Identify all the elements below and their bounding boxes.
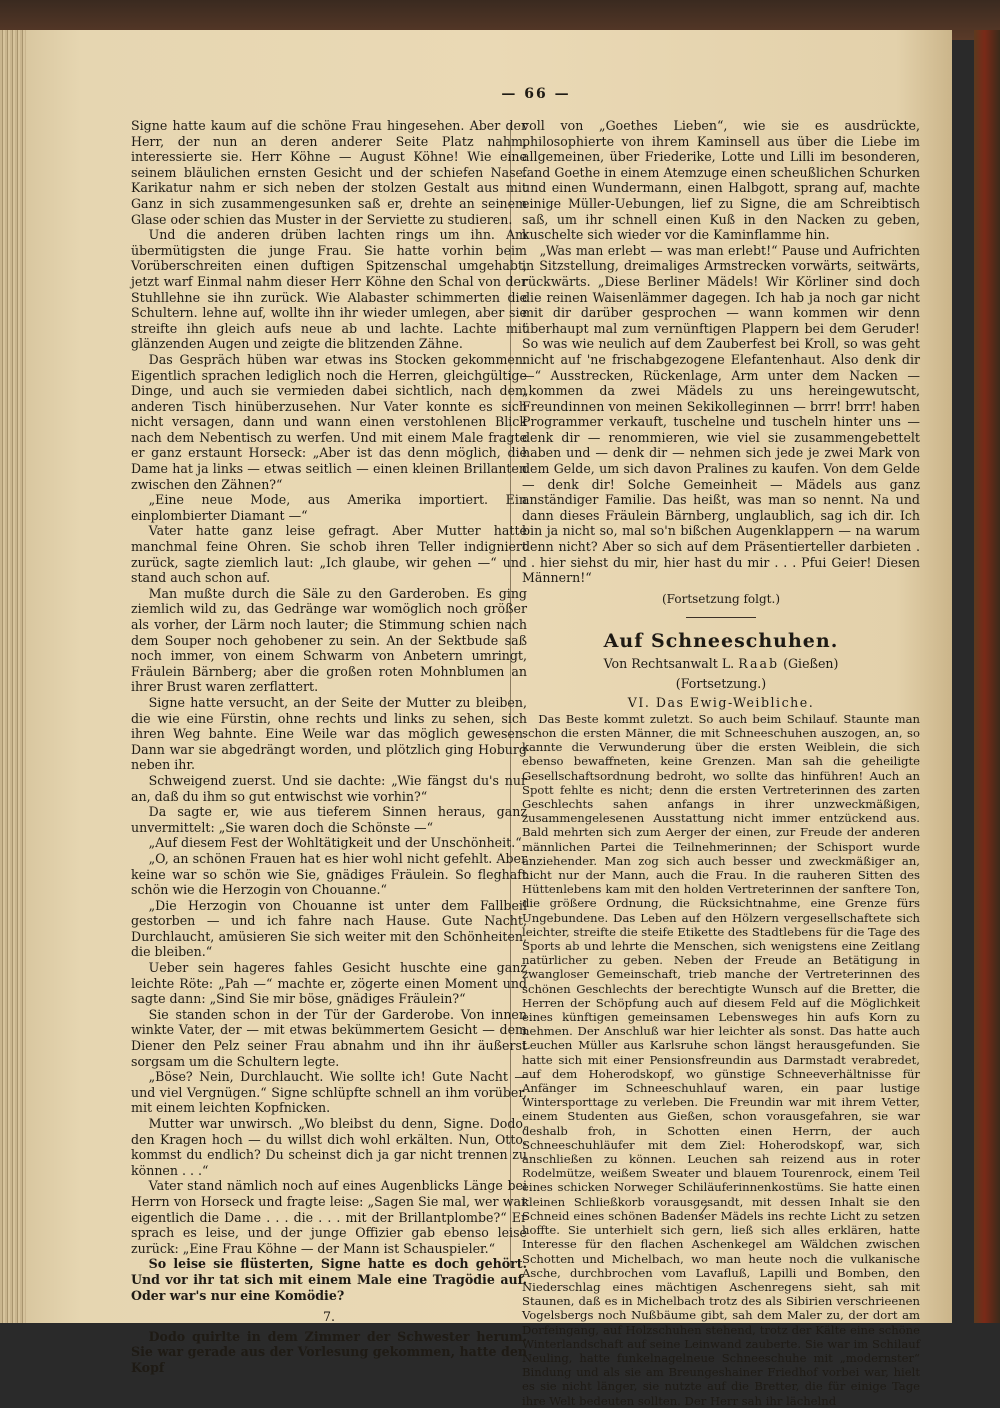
chapter-paragraph: Dodo quirlte in dem Zimmer der Schwester herum. Sie war gerade aus der Vorlesung gekommen, hatte den Kopf: [131, 1328, 527, 1375]
continued-note: (Fortsetzung folgt.): [662, 591, 780, 606]
paragraph: Ueber sein hageres fahles Gesicht huschte eine ganz leichte Röte: „Pah —“ machte er, zögerte einen Moment und sagte dann: „Sind Sie mir böse, gnädiges Fräulein?“: [131, 960, 527, 1007]
byline-prefix: Von Rechtsanwalt L.: [603, 656, 735, 671]
article-title: Auf Schneeschuhen.: [603, 630, 839, 653]
article-byline: [522, 656, 920, 672]
page-stack-left: [0, 30, 26, 1323]
paragraph: „Auf diesem Fest der Wohltätigkeit und der Unschönheit.“: [148, 835, 522, 851]
right-column: [522, 118, 920, 1408]
paragraph: Signe hatte versucht, an der Seite der Mutter zu bleiben, die wie eine Fürstin, ohne rechts und links zu sehen, sich ihren Weg bahnte. Eine Weile war das möglich gewesen. Dann war sie abgedrängt worden, und plötzlich ging Hoburg neben ihr.: [131, 694, 527, 773]
paragraph: Signe hatte kaum auf die schöne Frau hingesehen. Aber der Herr, der nun an deren anderer Seite Platz nahm, interessierte sie. Herr Köhne — August Köhne! Wie eine seinem bläulichen ernsten Gesicht und der schiefen Nase. Karikatur nahm er sich neben der stolzen Gestalt aus mit Ganz in sich zusammengesunken saß er, drehte an seinem Glase oder schien das Muster in der Serviette zu studieren.: [131, 118, 527, 227]
article-body: Das Beste kommt zuletzt. So auch beim Schilauf. Staunte man schon die ersten Männer, die mit Schneeschuhen auszogen, an, so kannte die Verwunderung über die ersten Weiblein, die sich ebenso bewaffneten, keine Grenzen. Man sah die geheiligte Gesellschaftsordnung bedroht, wo sollte das hinführen! Auch an Spott fehlte es nicht; denn die ersten Vertreterinnen des zarten Geschlechts sahen anfangs in ihrer unzweckmäßigen, zusammengelesenen Ausstattung nicht immer entzückend aus. Bald mehrten sich zum Aerger der einen, zur Freude der anderen männlichen Partei die Teilnehmerinnen; der Schisport wurde anziehender. Man zog sich auch besser und zweckmäßiger an, nicht nur der Mann, auch die Frau. In die rauheren Sitten des Hüttenlebens kam mit den holden Vertreterinnen der sanftere Ton, die größere Ordnung, die Rücksichtnahme, eine Grenze fürs Ungebundene. Das Leben auf den Hölzern vergesellschaftete sich leichter, streifte die steife Etikette des Stadtlebens für die Tage des Sports ab und lehrte die Menschen, sich wenigstens eine Zeitlang natürlicher zu geben. Neben der Freude an Betätigung in zwangloser Gemeinschaft, trieb manche der Vertreterinnen des schönen Geschlechts der berechtigte Wunsch auf die Bretter, die Herren der Schöpfung auch auf diesem Feld auf die Möglichkeit eines künftigen gemeinsamen Lebensweges hin aufs Korn zu nehmen. Der Anschluß war hier leichter als sonst. Das hatte auch Leuchen Müller aus Karlsruhe schon längst herausgefunden. Sie hatte sich mit einer Pensionsfreundin aus Darmstadt verabredet, auf dem Hoherodskopf, wo günstige Schneeverhältnisse für Anfänger im Schneeschuhlauf waren, ein paar lustige Wintersporttage zu verleben. Die Freundin war mit ihrem Vetter, einem Studenten aus Gießen, schon vorausgefahren, sie war deshalb froh, in Schotten einen Herrn, der auch Schneeschuhläufer mit dem Ziel: Hoherodskopf, war, sich anschließen zu können. Leuchen sah reizend aus in roter Rodelmütze, weißem Sweater und blauem Tourenrock, einem Teil eines schicken Norweger Schiläuferinnenkostüms. Sie hatte einen kleinen Schließkorb vorausgesandt, mit dessen Inhalt sie den Schneid eines schönen Badenser Mädels ins rechte Licht zu setzen hoffte. Sie unterhielt sich gern, ließ sich alles erklären, hatte Interesse für den flachen Aschenkegel am Wäldchen zwischen Schotten und Michelbach, wo man heute noch die vulkanische Asche, durchbrochen vom Lavafluß, Lapilli und Bomben, den Niederschlag eines mächtigen Aschenregens sieht, sah mit Staunen, daß es in Michelbach trotz des als Sibirien verschrieenen Vogelsbergs noch Nußbäume gibt, sah dem Maler zu, der dort am Dorfeingang, auf Holzschuhen stehend, trotz der Kälte eine schöne Winterlandschaft auf seine Leinwand zauberte. Sie war im Schilauf Neuling, hatte funkelnagelneue Schneeschuhe mit „modernster“ Bindung und als sie am Breungeshainer Friedhof vorbei war, hielt es sie nicht länger, sie nutzte auf die Bretter, die für einige Tage ihre Welt bedeuten sollten. Der Herr sah ihr lächelnd: [522, 711, 920, 1408]
paragraph: Und die anderen drüben lachten rings um ihn. Am übermütigsten die junge Frau. Sie hatte vorhin beim Vorüberschreiten einen duftigen Spitzenschal umgehabt, jetzt warf Einmal nahm dieser Herr Köhne den Schal von der Stuhllehne sie ihn zurück. Wie Alabaster schimmerten die Schultern. lehne auf, wollte ihn ihr wieder umlegen, aber sie streifte ihn gleich aufs neue ab und lachte. Lachte mit glänzenden Augen und zeigte die blitzenden Zähne.: [131, 227, 527, 352]
paragraph: Sie standen schon in der Tür der Garderobe. Von innen winkte Vater, der — mit etwas bekümmertem Gesicht — dem Diener den Pelz seiner Frau abnahm und ihn ihr äußerst sorgsam um die Schultern legte.: [131, 1006, 527, 1069]
paragraph: Mutter war unwirsch. „Wo bleibst du denn, Signe. Dodo, den Kragen hoch — du willst dich wohl erkälten. Nun, Otto, kommst du endlich? Du scheinst dich ja gar nicht trennen zu können . . .“: [131, 1116, 527, 1178]
paragraph: Vater stand nämlich noch auf eines Augenblicks Länge bei Herrn von Horseck und fragte leise: „Sagen Sie mal, wer war eigentlich die Dame . . . die . . . mit der Brillantplombe?“ Er sprach es leise, und der junge Offizier gab ebenso leise zurück: „Eine Frau Köhne — der Mann ist Schauspieler.“: [131, 1178, 527, 1256]
section-divider: [686, 617, 756, 618]
paragraph: voll von „Goethes Lieben“, wie sie es ausdrückte, philosophierte von ihrem Kaminsell aus über die Liebe im allgemeinen, über Friederike, Lotte und Lilli im besonderen, fand Goethe in einem Atemzuge einen scheußlichen Schurken und einen Wundermann, einen Halbgott, sprang auf, machte einige Müller-Uebungen, lief zu Signe, die am Schreibtisch saß, um ihr schnell einen Kuß in den Nacken zu geben, kuschelte sich wieder vor die Kaminflamme hin.: [522, 118, 920, 243]
paragraph: „Böse? Nein, Durchlaucht. Wie sollte ich! Gute Nacht — und viel Vergnügen.“ Signe schlüpfte schnell an ihm vorüber, mit einem leichten Kopfnicken.: [131, 1069, 527, 1116]
chapter-number: 7.: [322, 1309, 336, 1325]
paragraph: „Die Herzogin von Chouanne ist unter dem Fallbeil gestorben — und ich fahre nach Hause. Gute Nacht, Durchlaucht, amüsieren Sie sich weiter mit den Schönheiten, die bleiben.“: [131, 897, 527, 960]
paragraph: Vater hatte ganz leise gefragt. Aber Mutter hatte manchmal feine Ohren. Sie schob ihren Teller indigniert zurück, sagte ziemlich laut: „Ich glaube, wir gehen —“ und stand auch schon auf.: [131, 523, 527, 586]
paragraph: Schweigend zuerst. Und sie dachte: „Wie fängst du's nur an, daß du ihm so gut entwischst wie vorhin?“: [131, 772, 527, 804]
newspaper-page: [26, 30, 952, 1408]
paragraph: Da sagte er, wie aus tieferem Sinnen heraus, ganz unvermittelt: „Sie waren doch die Schönste —“: [131, 804, 527, 835]
page-number: — 66 —: [501, 86, 571, 102]
article-continued: (Fortsetzung.): [675, 675, 767, 691]
paragraph: „O, an schönen Frauen hat es hier wohl nicht gefehlt. Aber keine war so schön wie Sie, gnädiges Fräulein. So fleghaft schön wie die Herzogin von Chouanne.“: [131, 850, 527, 898]
paragraph: „Eine neue Mode, aus Amerika importiert. Ein einplombierter Diamant —“: [131, 492, 527, 523]
paragraph: Das Gespräch hüben war etwas ins Stocken gekommen. Eigentlich sprachen lediglich noch die Herren, gleichgültige Dinge, und auch sie vermieden dabei sichtlich, nach dem anderen Tisch hinüberzusehen. Nur Vater konnte es sich nicht versagen, dann und wann einen verstohlenen Blick nach dem Nebentisch zu werfen. Und mit einem Male fragte er ganz erstaunt Horseck: „Aber ist das denn möglich, die Dame hat ja links — etwas seitlich — einen kleinen Brillanten zwischen den Zähnen?“: [131, 351, 527, 492]
paragraph: „Was man erlebt — was man erlebt!“ Pause und Aufrichten in Sitzstellung, dreimaliges Armstrecken vorwärts, seitwärts, rückwärts. „Diese Berliner Mädels! Wir Körliner sind doch die reinen Waisenlämmer dagegen. Ich hab ja noch gar nicht mit dir darüber gesprochen — wann kommen wir denn überhaupt mal zum vernünftigen Plappern bei dem Geruder! So was wie neulich auf dem Zauberfest bei Kroll, so was geht nicht auf 'ne frischabgezogene Elefantenhaut. Also denk dir —“ Ausstrecken, Rückenlage, Arm unter dem Nacken — „kommen da zwei Mädels zu uns hereingewutscht, Freundinnen von meinen Sekikolleginnen — brrr! brrr! haben Programmer verkauft, tuschelne und tuscheln hinter uns — denk dir — renommieren, wie viel sie zusammengebettelt haben und — denk dir — nehmen sich jede je zwei Mark von dem Gelde, um sich davon Pralines zu kaufen. Von dem Gelde — denk dir! Solche Gemeinheit — Mädels aus ganz anständiger Familie. Das heißt, was man so nennt. Na und dann dieses Fräulein Bärnberg, unglaublich, sag ich dir. Ich bin ja nicht so, mal so'n bißchen Augenklappern — na warum denn nicht? Aber so sich auf dem Präsentierteller darbieten . . . hier siehst du mir, hier hast du mir . . . Pfui Geier! Diesen Männern!“: [522, 242, 920, 586]
book-cover-right: [974, 30, 1000, 1323]
byline-place: (Gießen): [783, 656, 839, 671]
left-column: [131, 118, 527, 1376]
paragraph: So leise sie flüsterten, Signe hatte es doch gehört. Und vor ihr tat sich mit einem Male eine Tragödie auf. Oder war's nur eine Komödie?: [131, 1256, 527, 1303]
byline-author: Raab: [738, 656, 780, 671]
paragraph: Man mußte durch die Säle zu den Garderoben. Es ging ziemlich wild zu, das Gedränge war womöglich noch größer als vorher, der Lärm noch lauter; die Stimmung schien nach dem Souper noch gehobener zu sein. An der Sektbude saß noch immer, von einem Schwarm von Anbetern umringt, Fräulein Bärnberg; aber die großen roten Mohnblumen an ihrer Brust waren zerflattert.: [131, 585, 527, 695]
section-heading: VI. Das Ewig-Weibliche.: [627, 695, 815, 711]
